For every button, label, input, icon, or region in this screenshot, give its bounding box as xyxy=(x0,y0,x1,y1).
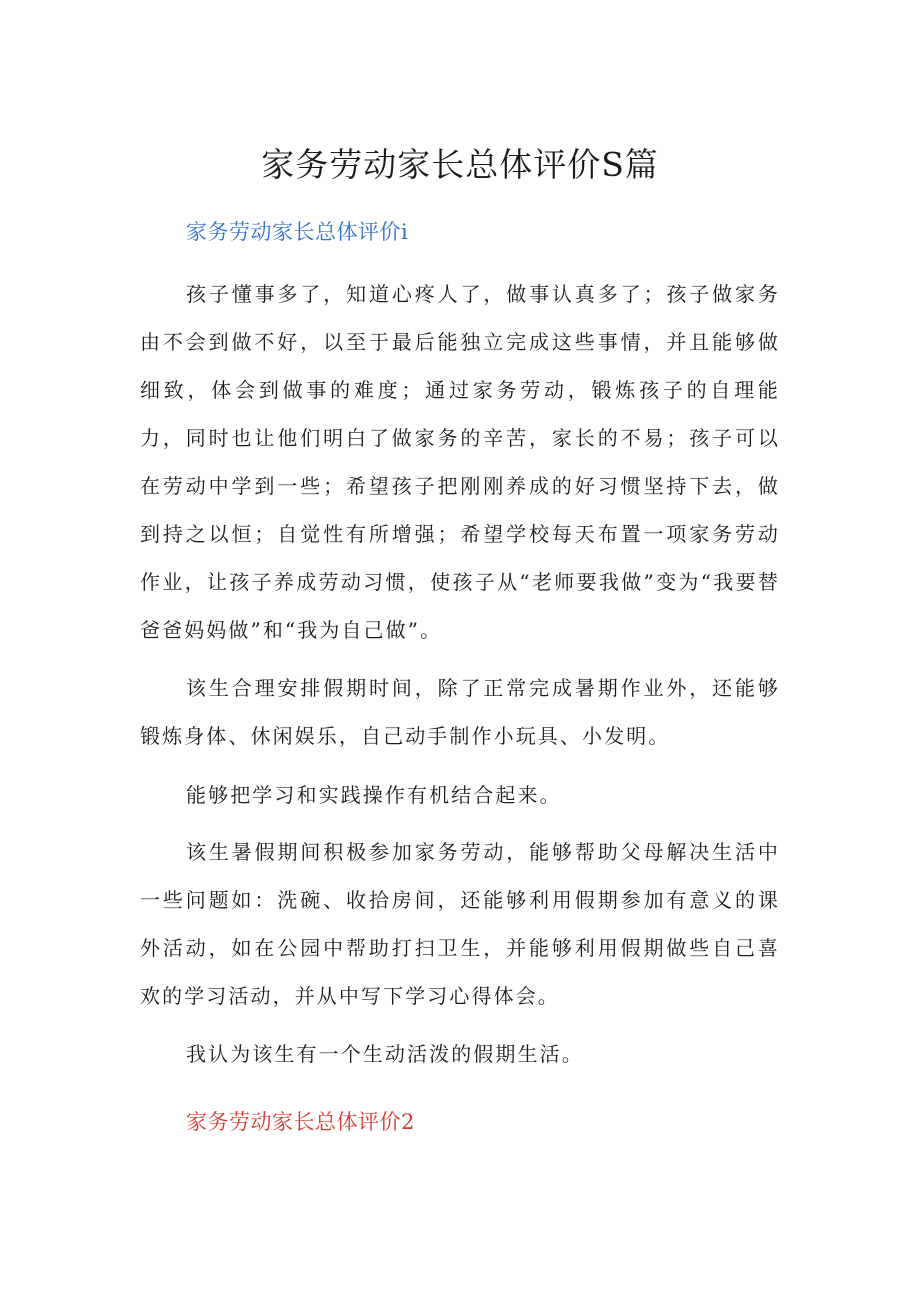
paragraph: 该生合理安排假期时间，除了正常完成暑期作业外，还能够锻炼身体、休闲娱乐，自己动手制作小玩具、小发明。 xyxy=(140,676,780,748)
paragraph: 我认为该生有一个生动活泼的假期生活。 xyxy=(186,1042,584,1066)
paragraph: 该生暑假期间积极参加家务劳动，能够帮助父母解决生活中一些问题如：洗碗、收拾房间，还能够利用假期参加有意义的课外活动，如在公园中帮助打扫卫生，并能够利用假期做些自己喜欢的学习活动，并从中写下学习心得体会。 xyxy=(140,840,780,1008)
paragraph: 孩子懂事多了，知道心疼人了，做事认真多了；孩子做家务由不会到做不好，以至于最后能独立完成这些事情，并且能够做细致，体会到做事的难度；通过家务劳动，锻炼孩子的自理能力，同时也让他们明白了做家务的辛苦，家长的不易；孩子可以在劳动中学到一些；希望孩子把刚刚养成的好习惯坚持下去，做到持之以恒；自觉性有所增强；希望学校每天布置一项家务劳动作业，让孩子养成劳动习惯，使孩子从“老师要我做”变为“我要替爸爸妈妈做”和“我为自己做”。 xyxy=(140,282,780,642)
document-title: 家务劳动家长总体评价S篇 xyxy=(261,145,659,184)
paragraph: 能够把学习和实践操作有机结合起来。 xyxy=(186,783,562,807)
section-heading-2: 家务劳动家长总体评价2 xyxy=(186,1110,415,1134)
section-heading-1: 家务劳动家长总体评价i xyxy=(186,220,409,244)
